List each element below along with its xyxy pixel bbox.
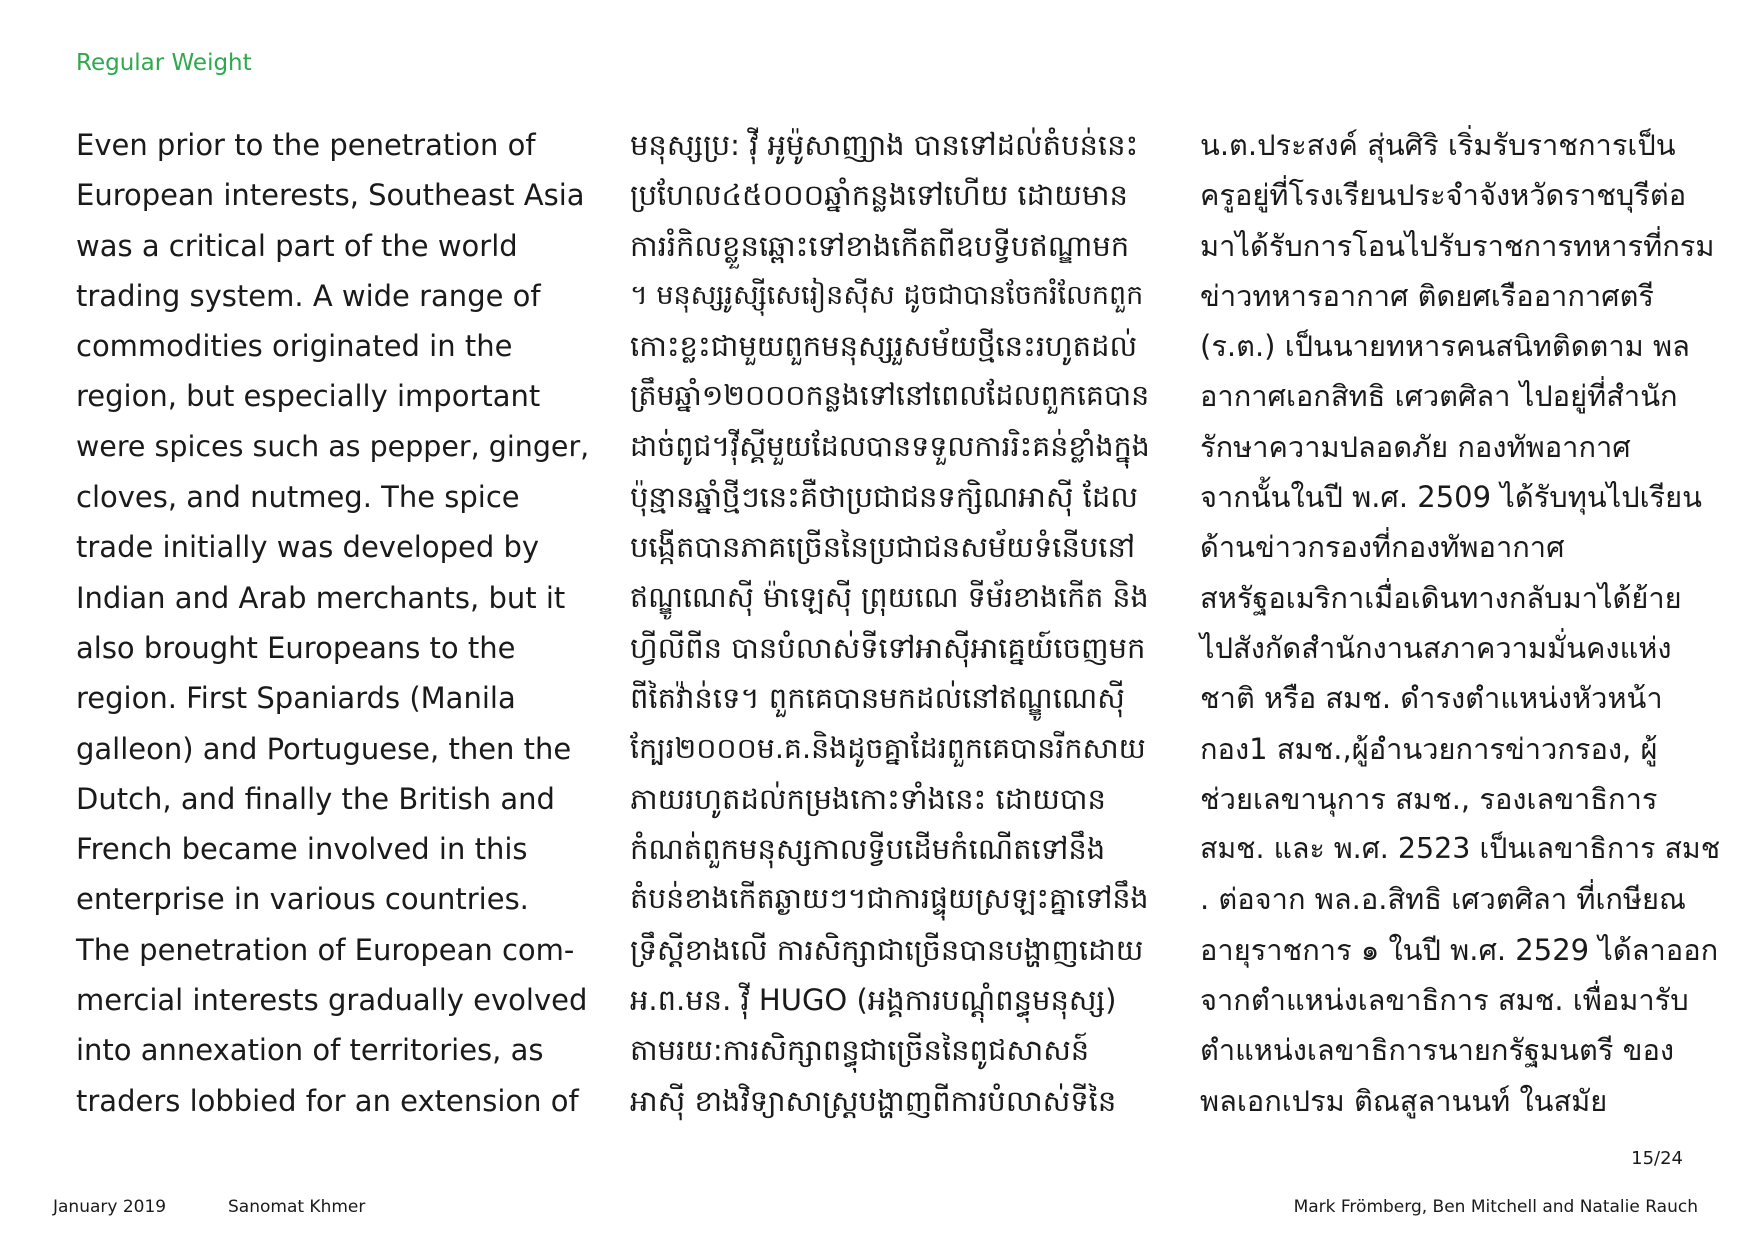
thai-text-line: ข่าวทหารอากาศ ติดยศเรืออากาศตรี (1200, 278, 1654, 313)
english-text-line: French became involved in this (76, 832, 528, 867)
footer-font-name: Sanomat Khmer (228, 1197, 366, 1217)
section-label: Regular Weight (76, 50, 252, 76)
thai-text-line: มาได้รับการโอนไปรับราชการทหารที่กรม (1200, 228, 1715, 263)
english-column (76, 120, 596, 1126)
english-text-line: commodities originated in the (76, 329, 513, 364)
english-text-line: trade initially was developed by (76, 530, 540, 565)
khmer-text-line: បង្កើតបានភាគច្រើននៃប្រជាជនសម័យទំនើបនៅ (630, 530, 1136, 565)
english-text-line: Even prior to the penetration of (76, 128, 536, 162)
khmer-text-line: តាមរយ:ការសិក្សាពន្ធុជាច្រើននៃពូជសាសន៍ (630, 1033, 1090, 1068)
english-text-line: The penetration of European com- (76, 932, 575, 967)
khmer-text-line: ក្បែរ២០០០ម.គ.និងដូចគ្នាដែរពួកគេបានរីកសាយ (630, 731, 1146, 765)
khmer-text-line: កំណត់ពួកមនុស្សកាលទ្វីបដើមកំណើតទៅនឹង (630, 832, 1106, 867)
thai-text-line: ด้านข่าวกรองที่กองทัพอากาศ (1200, 530, 1565, 565)
khmer-text-line: ការរំកិលខ្លួនឆ្ពោះទៅខាងកើតពីឧបទ្វីបឥណ្ឌាមក (630, 228, 1130, 263)
thai-text-line: (ร.ต.) เป็นนายทหารคนสนิทติดตาม พล (1200, 329, 1690, 364)
english-text-line: cloves, and nutmeg. The spice (76, 480, 520, 515)
khmer-text-line: ប៉ុន្មានឆ្នាំថ្មីៗនេះគឺថាប្រជាជនទក្សិណអាស៊ី ដែល (630, 480, 1138, 515)
khmer-text-line: កោះខ្លះជាមួយពួកមនុស្សរួសម័យថ្មីនេះរហូតដល់ (630, 329, 1138, 364)
english-text-line: galleon) and Portuguese, then the (76, 731, 572, 766)
english-text-line: was a critical part of the world (76, 228, 518, 263)
english-text-line: European interests, Southeast Asia (76, 178, 585, 213)
footer-date: January 2019 (53, 1197, 167, 1217)
khmer-text-line: មនុស្សប្រ: វ៉ី អូម៉ូសាញ្យាង បានទៅដល់តំបន់នេះ (630, 128, 1139, 162)
english-text-line: also brought Europeans to the (76, 630, 516, 665)
thai-text-line: อายุราชการ ๑ ในปี พ.ศ. 2529 ได้ลาออก (1200, 932, 1719, 967)
thai-text-line: ไปสังกัดสำนักงานสภาความมั่นคงแห่ง (1200, 630, 1672, 665)
page-number: 15/24 (1631, 1148, 1683, 1169)
english-text-line: enterprise in various countries. (76, 882, 529, 917)
khmer-text-line: ត្រឹមឆ្នាំ១២០០០កន្លងទៅនៅពេលដែលពួកគេបាន (630, 379, 1150, 413)
thai-text-line: อากาศเอกสิทธิ เศวตศิลา ไปอยู่ที่สำนัก (1200, 379, 1678, 414)
english-text-line: were spices such as pepper, ginger, (76, 429, 590, 463)
english-text-line: region, but especially important (76, 379, 541, 414)
khmer-text-line: ដាច់ពូជ។វ៉ីស្គីមួយដែលបានទទួលការរិះគន់ខ្លាំងក្នុង (630, 429, 1150, 463)
english-text-line: Dutch, and finally the British and (76, 781, 555, 816)
khmer-text-line: អ.ព.មន. វ៉ី HUGO (អង្គការបណ្ដុំពន្ធុមនុស្ស) (630, 983, 1117, 1018)
thai-text-line: ครูอยู่ที่โรงเรียนประจำจังหวัดราชบุรีต่อ (1200, 178, 1687, 213)
khmer-text-line: ភាយរហូតដល់កម្រងកោះទាំងនេះ ដោយបាន (630, 781, 1106, 816)
thai-text-line: น.ต.ประสงค์ สุ่นศิริ เริ่มรับราชการเป็น (1200, 128, 1676, 162)
khmer-text-line: ពីតៃវ៉ាន់ទេ។ ពួកគេបានមកដល់នៅឥណ្ឌូណេស៊ី (630, 681, 1125, 716)
thai-text-line: ช่วยเลขานุการ สมช., รองเลขาธิการ (1200, 781, 1658, 816)
khmer-text-line: ហ្វីលីពីន បានបំលាស់ទីទៅអាស៊ីអាគ្នេយ៍ចេញមក (630, 630, 1146, 665)
khmer-text-line: ។ មនុស្សរូស្ស៊ីសេរៀនស៊ីស ដូចជាបានចែករំលែកពួក (630, 279, 1144, 311)
khmer-text-line: តំបន់ខាងកើតឆ្ងាយៗ។ជាការផ្ទុយស្រឡះគ្នាទៅនឹង (630, 882, 1149, 916)
english-text-line: region. First Spaniards (Manila (76, 681, 516, 716)
english-text-line: into annexation of territories, as (76, 1033, 544, 1068)
khmer-text-line: ឥណ្ឌូណេស៊ី ម៉ាឡេស៊ី ព្រុយណេ ទីម័រខាងកើត និង (630, 580, 1149, 614)
english-text-line: mercial interests gradually evolved (76, 983, 588, 1018)
khmer-text-line: ទ្រឹស្តីខាងលើ ការសិក្សាជាច្រើនបានបង្ហាញដោយ (630, 932, 1144, 967)
thai-text-line: สมช. และ พ.ศ. 2523 เป็นเลขาธิการ สมช (1200, 832, 1721, 866)
thai-text-line: พลเอกเปรม ติณสูลานนท์ ในสมัย (1200, 1083, 1608, 1118)
thai-column (1200, 120, 1720, 1126)
khmer-text-line: អាស៊ី ខាងវិទ្យាសាស្ត្របង្ហាញពីការបំលាស់ទីនៃ (630, 1083, 1117, 1118)
english-text-line: trading system. A wide range of (76, 278, 541, 313)
thai-text-line: จากตำแหน่งเลขาธิการ สมช. เพื่อมารับ (1200, 983, 1689, 1018)
khmer-column (630, 120, 1150, 1126)
english-text-line: traders lobbied for an extension of (76, 1083, 579, 1118)
thai-text-line: กอง1 สมช.,ผู้อำนวยการข่าวกรอง, ผู้ (1200, 731, 1658, 766)
thai-text-line: . ต่อจาก พล.อ.สิทธิ เศวตศิลา ที่เกษียณ (1200, 882, 1686, 917)
thai-text-line: รักษาความปลอดภัย กองทัพอากาศ (1200, 429, 1631, 464)
khmer-text-line: ប្រហែល៤៥០០០ឆ្នាំកន្លងទៅហើយ ដោយមាន (630, 178, 1128, 213)
english-text-line: Indian and Arab merchants, but it (76, 580, 566, 615)
footer-authors: Mark Frömberg, Ben Mitchell and Natalie Rauch (1293, 1197, 1698, 1217)
thai-text-line: ตำแหน่งเลขาธิการนายกรัฐมนตรี ของ (1200, 1033, 1675, 1068)
thai-text-line: สหรัฐอเมริกาเมื่อเดินทางกลับมาได้ย้าย (1200, 580, 1682, 615)
thai-text-line: ชาติ หรือ สมช. ดำรงตำแหน่งหัวหน้า (1200, 681, 1663, 716)
thai-text-line: จากนั้นในปี พ.ศ. 2509 ได้รับทุนไปเรียน (1200, 480, 1702, 515)
